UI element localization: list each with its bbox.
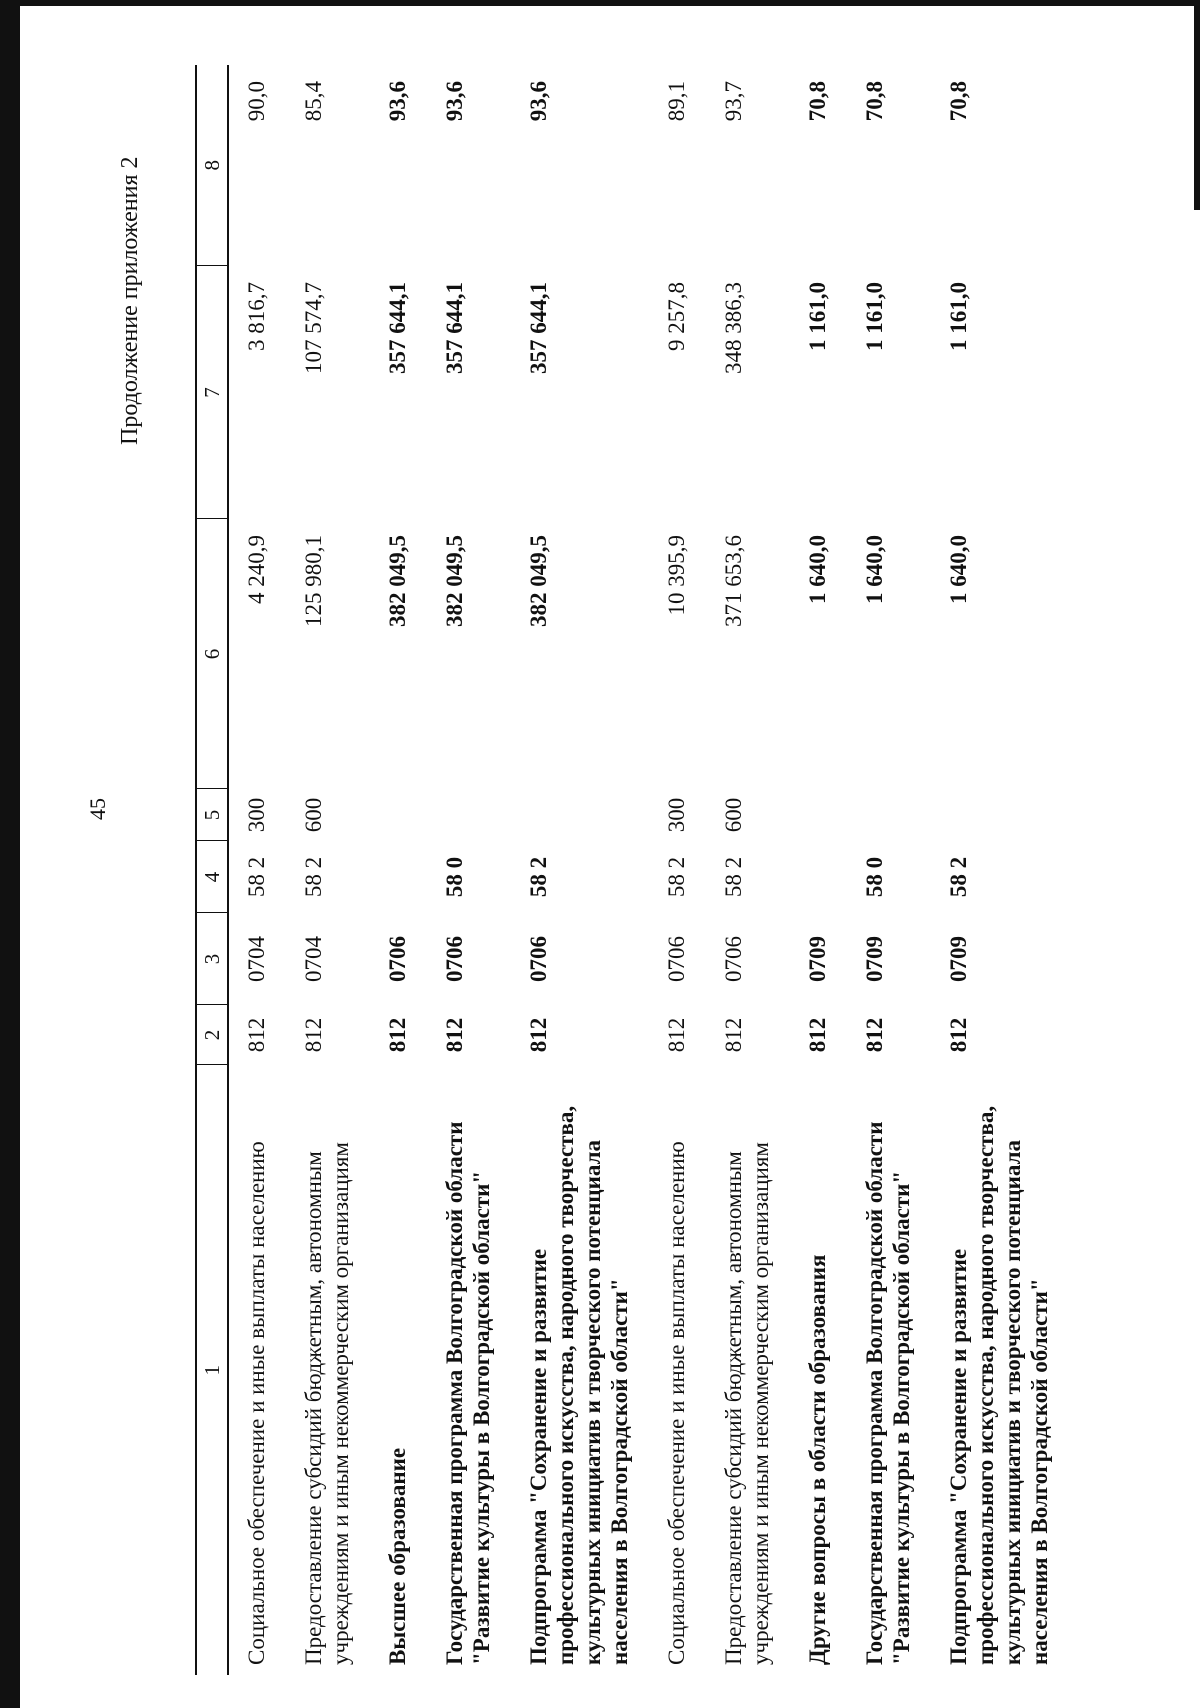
row-percent: 85,4 <box>301 81 326 122</box>
row-percent: 89,1 <box>664 81 689 122</box>
header-col-8: 8 <box>196 65 228 266</box>
table-row <box>931 65 1069 1675</box>
row-planned: 1 640,0 <box>862 535 887 604</box>
row-expense-type <box>931 789 1069 841</box>
row-program: 58 2 <box>244 856 269 898</box>
row-name: Другие вопросы в области образования <box>805 1254 830 1665</box>
row-expense-type: 300 <box>664 797 689 833</box>
row-expense-type <box>427 789 511 841</box>
row-planned: 382 049,5 <box>526 535 551 627</box>
row-program: 58 2 <box>664 856 689 898</box>
header-col-5: 5 <box>196 789 228 841</box>
header-col-3: 3 <box>196 913 228 1005</box>
row-percent: 70,8 <box>805 81 830 122</box>
table-row <box>228 65 286 1675</box>
row-name: Предоставление субсидий бюджетным, автономным учреждениям и иным некоммерческим организациям <box>721 1142 773 1665</box>
row-code: 812 <box>805 1017 830 1053</box>
table-row <box>511 65 649 1675</box>
row-code: 812 <box>721 1017 746 1053</box>
row-section: 0706 <box>526 936 551 982</box>
row-executed: 357 644,1 <box>442 282 467 374</box>
row-name: Социальное обеспечение и иные выплаты населению <box>244 1141 269 1665</box>
table-row <box>286 65 370 1675</box>
row-executed: 107 574,7 <box>301 282 326 374</box>
row-program: 58 0 <box>862 856 887 898</box>
row-planned: 1 640,0 <box>805 535 830 604</box>
row-code: 812 <box>301 1017 326 1053</box>
row-percent: 70,8 <box>862 81 887 122</box>
header-col-7: 7 <box>196 266 228 519</box>
table-row <box>847 65 931 1675</box>
row-name: Высшее образование <box>385 1447 410 1665</box>
table-row <box>706 65 790 1675</box>
header-col-4: 4 <box>196 841 228 913</box>
row-expense-type: 300 <box>244 797 269 833</box>
row-planned: 125 980,1 <box>301 535 326 627</box>
row-code: 812 <box>526 1017 551 1053</box>
row-code: 812 <box>442 1017 467 1053</box>
table-row <box>649 65 706 1675</box>
row-name: Государственная программа Волгоградской области "Развитие культуры в Волгоградской области" <box>442 1121 494 1665</box>
table-row <box>370 65 427 1675</box>
row-code: 812 <box>862 1017 887 1053</box>
row-planned: 371 653,6 <box>721 535 746 627</box>
row-planned: 382 049,5 <box>442 535 467 627</box>
row-section: 0706 <box>664 936 689 982</box>
row-name: Государственная программа Волгоградской области "Развитие культуры в Волгоградской области" <box>862 1121 914 1665</box>
table-header-row <box>196 65 228 1675</box>
header-col-6: 6 <box>196 519 228 789</box>
scan-border-right <box>1194 0 1200 210</box>
row-executed: 357 644,1 <box>526 282 551 374</box>
row-expense-type: 600 <box>721 797 746 833</box>
row-code: 812 <box>244 1017 269 1053</box>
row-program: 58 2 <box>301 856 326 898</box>
row-percent: 93,6 <box>526 81 551 122</box>
row-executed: 348 386,3 <box>721 282 746 374</box>
row-percent: 90,0 <box>244 81 269 122</box>
row-executed: 1 161,0 <box>805 282 830 351</box>
row-section: 0706 <box>385 936 410 982</box>
row-executed: 357 644,1 <box>385 282 410 374</box>
budget-table <box>195 65 1069 1675</box>
row-name: Подпрограмма "Сохранение и развитие профессионального искусства, народного творчества, культурных инициатив и творческого потенциала населения в Волгоградской области" <box>946 1105 1052 1665</box>
header-col-2: 2 <box>196 1005 228 1065</box>
row-program: 58 2 <box>946 856 971 898</box>
row-section: 0704 <box>301 936 326 982</box>
row-name: Предоставление субсидий бюджетным, автономным учреждениям и иным некоммерческим организациям <box>301 1142 353 1665</box>
row-expense-type <box>790 789 847 841</box>
row-program <box>790 841 847 913</box>
row-section: 0709 <box>946 936 971 982</box>
header-col-1: 1 <box>196 1065 228 1675</box>
row-executed: 1 161,0 <box>862 282 887 351</box>
scan-border-left <box>0 0 20 1708</box>
row-expense-type <box>847 789 931 841</box>
table-row <box>790 65 847 1675</box>
row-expense-type: 600 <box>301 797 326 833</box>
table-row <box>427 65 511 1675</box>
row-percent: 70,8 <box>946 81 971 122</box>
row-section: 0704 <box>244 936 269 982</box>
page-number: 45 <box>85 798 110 820</box>
row-planned: 4 240,9 <box>244 535 269 604</box>
row-executed: 3 816,7 <box>244 282 269 351</box>
row-program <box>370 841 427 913</box>
continuation-note: Продолжение приложения 2 <box>117 156 143 445</box>
scan-border-top <box>0 0 1200 6</box>
row-program: 58 0 <box>442 856 467 898</box>
row-program: 58 2 <box>721 856 746 898</box>
row-section: 0709 <box>805 936 830 982</box>
row-code: 812 <box>664 1017 689 1053</box>
row-program: 58 2 <box>526 856 551 898</box>
row-section: 0709 <box>862 936 887 982</box>
row-executed: 1 161,0 <box>946 282 971 351</box>
row-name: Социальное обеспечение и иные выплаты населению <box>664 1141 689 1665</box>
row-executed: 9 257,8 <box>664 282 689 351</box>
row-expense-type <box>511 789 649 841</box>
row-percent: 93,6 <box>442 81 467 122</box>
row-code: 812 <box>385 1017 410 1053</box>
row-code: 812 <box>946 1017 971 1053</box>
row-planned: 10 395,9 <box>664 535 689 616</box>
row-expense-type <box>370 789 427 841</box>
row-percent: 93,6 <box>385 81 410 122</box>
row-planned: 1 640,0 <box>946 535 971 604</box>
row-percent: 93,7 <box>721 81 746 122</box>
rotated-page-content <box>85 65 1095 1675</box>
row-section: 0706 <box>721 936 746 982</box>
row-planned: 382 049,5 <box>385 535 410 627</box>
row-section: 0706 <box>442 936 467 982</box>
row-name: Подпрограмма "Сохранение и развитие профессионального искусства, народного творчества, культурных инициатив и творческого потенциала населения в Волгоградской области" <box>526 1105 632 1665</box>
